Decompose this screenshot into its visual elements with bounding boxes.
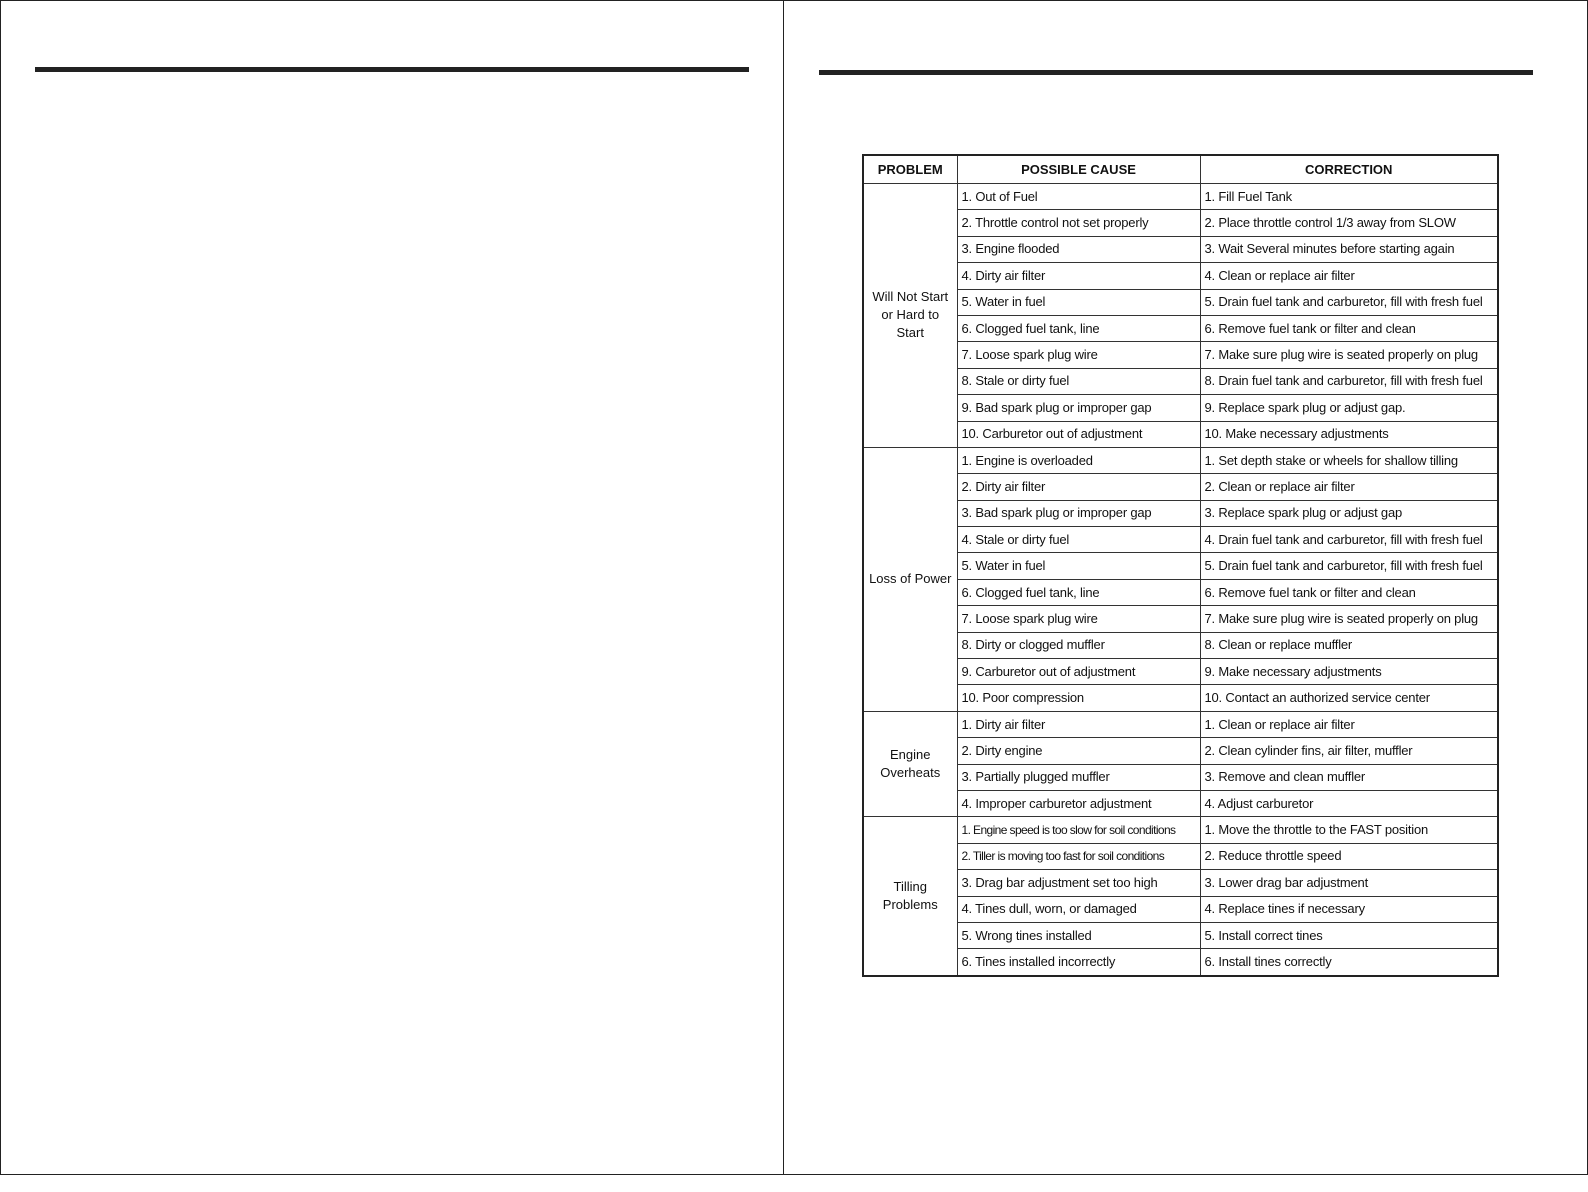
- header-possible-cause: POSSIBLE CAUSE: [957, 155, 1200, 184]
- correction-cell: 3. Wait Several minutes before starting again: [1200, 236, 1498, 262]
- cause-cell: 5. Water in fuel: [957, 553, 1200, 579]
- correction-cell: 1. Fill Fuel Tank: [1200, 184, 1498, 210]
- correction-cell: 9. Make necessary adjustments: [1200, 659, 1498, 685]
- cause-cell: 7. Loose spark plug wire: [957, 342, 1200, 368]
- cause-cell: 6. Clogged fuel tank, line: [957, 315, 1200, 341]
- problem-cell: Loss of Power: [863, 447, 957, 711]
- table-row: [863, 368, 1498, 394]
- table-row: [863, 263, 1498, 289]
- correction-cell: 1. Move the throttle to the FAST position: [1200, 817, 1498, 843]
- header-correction: CORRECTION: [1200, 155, 1498, 184]
- correction-cell: 6. Remove fuel tank or filter and clean: [1200, 315, 1498, 341]
- cause-cell: 8. Stale or dirty fuel: [957, 368, 1200, 394]
- cause-cell: 6. Clogged fuel tank, line: [957, 579, 1200, 605]
- table-header-row: [863, 155, 1498, 184]
- cause-cell: 3. Bad spark plug or improper gap: [957, 500, 1200, 526]
- table-row: [863, 342, 1498, 368]
- table-row: [863, 500, 1498, 526]
- cause-cell: 1. Engine speed is too slow for soil conditions: [957, 817, 1200, 843]
- cause-cell: 4. Dirty air filter: [957, 263, 1200, 289]
- left-page: [0, 0, 784, 1175]
- table-row: [863, 764, 1498, 790]
- table-row: [863, 711, 1498, 737]
- correction-cell: 3. Remove and clean muffler: [1200, 764, 1498, 790]
- correction-cell: 10. Contact an authorized service center: [1200, 685, 1498, 711]
- table-row: [863, 421, 1498, 447]
- table-row: [863, 527, 1498, 553]
- correction-cell: 4. Drain fuel tank and carburetor, fill with fresh fuel: [1200, 527, 1498, 553]
- problem-cell: Will Not Start or Hard to Start: [863, 184, 957, 448]
- correction-cell: 5. Drain fuel tank and carburetor, fill with fresh fuel: [1200, 553, 1498, 579]
- table-row: [863, 922, 1498, 948]
- correction-cell: 4. Replace tines if necessary: [1200, 896, 1498, 922]
- table-row: [863, 685, 1498, 711]
- correction-cell: 5. Install correct tines: [1200, 922, 1498, 948]
- cause-cell: 4. Stale or dirty fuel: [957, 527, 1200, 553]
- correction-cell: 1. Set depth stake or wheels for shallow tilling: [1200, 447, 1498, 473]
- cause-cell: 3. Partially plugged muffler: [957, 764, 1200, 790]
- table-row: [863, 289, 1498, 315]
- cause-cell: 3. Drag bar adjustment set too high: [957, 870, 1200, 896]
- correction-cell: 5. Drain fuel tank and carburetor, fill with fresh fuel: [1200, 289, 1498, 315]
- cause-cell: 2. Throttle control not set properly: [957, 210, 1200, 236]
- table-body: [863, 184, 1498, 976]
- problem-cell: Engine Overheats: [863, 711, 957, 817]
- cause-cell: 5. Water in fuel: [957, 289, 1200, 315]
- troubleshooting-table: [862, 154, 1499, 977]
- table-row: [863, 632, 1498, 658]
- cause-cell: 4. Tines dull, worn, or damaged: [957, 896, 1200, 922]
- table-row: [863, 606, 1498, 632]
- cause-cell: 4. Improper carburetor adjustment: [957, 790, 1200, 816]
- table-row: [863, 949, 1498, 976]
- correction-cell: 2. Clean cylinder fins, air filter, muffler: [1200, 738, 1498, 764]
- cause-cell: 9. Bad spark plug or improper gap: [957, 395, 1200, 421]
- correction-cell: 2. Clean or replace air filter: [1200, 474, 1498, 500]
- cause-cell: 1. Engine is overloaded: [957, 447, 1200, 473]
- problem-cell: Tilling Problems: [863, 817, 957, 976]
- correction-cell: 3. Lower drag bar adjustment: [1200, 870, 1498, 896]
- correction-cell: 4. Adjust carburetor: [1200, 790, 1498, 816]
- table-row: [863, 738, 1498, 764]
- correction-cell: 3. Replace spark plug or adjust gap: [1200, 500, 1498, 526]
- cause-cell: 2. Dirty engine: [957, 738, 1200, 764]
- cause-cell: 5. Wrong tines installed: [957, 922, 1200, 948]
- cause-cell: 10. Carburetor out of adjustment: [957, 421, 1200, 447]
- header-problem: PROBLEM: [863, 155, 957, 184]
- table-row: [863, 447, 1498, 473]
- cause-cell: 2. Tiller is moving too fast for soil conditions: [957, 843, 1200, 869]
- header-rule: [35, 67, 749, 72]
- cause-cell: 1. Dirty air filter: [957, 711, 1200, 737]
- table-row: [863, 843, 1498, 869]
- correction-cell: 6. Remove fuel tank or filter and clean: [1200, 579, 1498, 605]
- cause-cell: 7. Loose spark plug wire: [957, 606, 1200, 632]
- table-row: [863, 553, 1498, 579]
- correction-cell: 7. Make sure plug wire is seated properly on plug: [1200, 342, 1498, 368]
- table-row: [863, 315, 1498, 341]
- table-row: [863, 579, 1498, 605]
- correction-cell: 2. Place throttle control 1/3 away from SLOW: [1200, 210, 1498, 236]
- correction-cell: 6. Install tines correctly: [1200, 949, 1498, 976]
- cause-cell: 6. Tines installed incorrectly: [957, 949, 1200, 976]
- table-row: [863, 896, 1498, 922]
- header-rule: [819, 70, 1533, 75]
- cause-cell: 8. Dirty or clogged muffler: [957, 632, 1200, 658]
- cause-cell: 9. Carburetor out of adjustment: [957, 659, 1200, 685]
- table-row: [863, 659, 1498, 685]
- correction-cell: 2. Reduce throttle speed: [1200, 843, 1498, 869]
- correction-cell: 9. Replace spark plug or adjust gap.: [1200, 395, 1498, 421]
- right-page: [783, 0, 1588, 1175]
- correction-cell: 10. Make necessary adjustments: [1200, 421, 1498, 447]
- cause-cell: 10. Poor compression: [957, 685, 1200, 711]
- cause-cell: 1. Out of Fuel: [957, 184, 1200, 210]
- correction-cell: 8. Clean or replace muffler: [1200, 632, 1498, 658]
- table-row: [863, 210, 1498, 236]
- cause-cell: 3. Engine flooded: [957, 236, 1200, 262]
- table-row: [863, 184, 1498, 210]
- correction-cell: 4. Clean or replace air filter: [1200, 263, 1498, 289]
- correction-cell: 1. Clean or replace air filter: [1200, 711, 1498, 737]
- table-row: [863, 817, 1498, 843]
- table-row: [863, 474, 1498, 500]
- correction-cell: 7. Make sure plug wire is seated properly on plug: [1200, 606, 1498, 632]
- table-row: [863, 236, 1498, 262]
- table-row: [863, 870, 1498, 896]
- table-row: [863, 790, 1498, 816]
- cause-cell: 2. Dirty air filter: [957, 474, 1200, 500]
- correction-cell: 8. Drain fuel tank and carburetor, fill with fresh fuel: [1200, 368, 1498, 394]
- table-row: [863, 395, 1498, 421]
